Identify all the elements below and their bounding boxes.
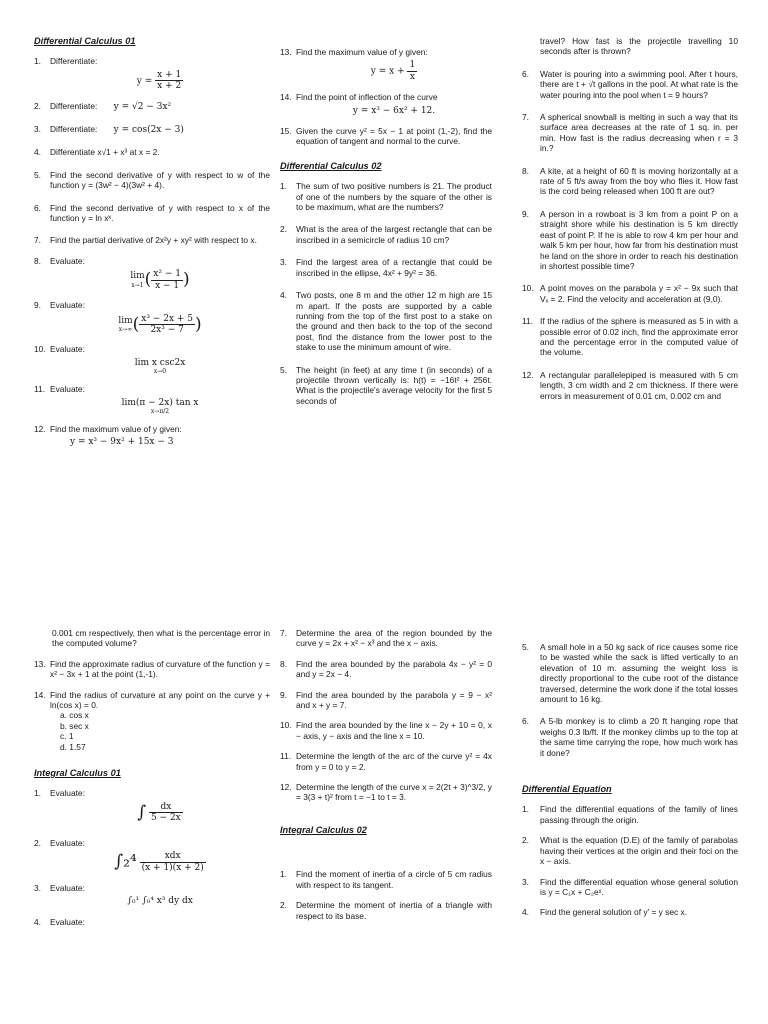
option: a. cos x — [60, 710, 89, 721]
list-item: 1. Evaluate: ∫ $\frac{dx}{5 - 2x}$ — [34, 788, 270, 823]
option: b. sec x — [60, 720, 89, 731]
section-title: Differential Equation — [522, 784, 612, 795]
list-item: 2. Evaluate: ∫₂⁴ $\frac{\text{xdx}}{(x + 1)(x + 2)}$ — [34, 838, 270, 873]
list-item: 4. Two posts, one 8 m and the other 12 m high are 15 m apart. If the posts are supported by a cable running from the top of the first post to a stake on the ground and then back to the top of the second post, find the distance from the lower post to the stake to use the minimum amount of wire. — [280, 290, 492, 353]
list-item: 3. Find the largest area of a rectangle that could be inscribed in the ellipse, 4x² + 9y² = 36. — [280, 257, 492, 278]
list-item: 12. Determine the length of the curve x = 2(2t + 3)^3/2, y = 3(3 + t)² from t = −1 to t = 3. — [280, 782, 492, 803]
math-expression: lim x csc2x x→0 — [134, 357, 186, 376]
list-item: 10. Find the area bounded by the line x − 2y + 10 = 0, x − axis, y − axis and the line x = 10. — [280, 720, 492, 741]
math-expression: lim x→1 ( $\frac{\text{x² − 1}}{x - 1}$ ) — [130, 269, 190, 291]
list-item: 4. Evaluate: — [34, 916, 85, 927]
list-item: 1. Differentiate: y = $\frac{x + 1}{x + 2}$ — [34, 56, 270, 91]
continued-text: 0.001 cm respectively, then what is the percentage error in the computed volume? — [52, 628, 270, 649]
answer-options — [34, 710, 270, 752]
math-expression: ∫₂⁴ $\frac{\text{xdx}}{(x + 1)(x + 2)}$ — [114, 851, 204, 873]
math-expression: y = x³ − 9x² + 15x − 3 — [70, 437, 174, 448]
list-item: 10. A point moves on the parabola y = x² − 9x such that Vₓ = 2. Find the velocity and acceleration at (9,0). — [522, 283, 738, 304]
list-item: 2. Determine the moment of inertia of a triangle with respect to its base. — [280, 900, 492, 921]
list-item: 3. Find the differential equation whose general solution is y = C₁x + C₂eˣ. — [522, 876, 738, 897]
list-item: 3. Differentiate: y = cos(2x − 3) — [34, 124, 184, 136]
list-item: 15. Given the curve y² = 5x − 1 at point (1,-2), find the equation of tangent and normal to the curve. — [280, 126, 492, 147]
math-expression: ∫ $\frac{dx}{5 - 2x}$ — [137, 801, 181, 824]
list-item: 14. Find the point of inflection of the curve y = x³ − 6x² + 12. — [280, 92, 492, 116]
list-item: 13. Find the maximum value of y given: y = x + $\frac{1}{x}$ — [280, 47, 492, 82]
list-item: 5. A small hole in a 50 kg sack of rice causes some rice to be wasted while the sack is lifted vertically to an elevation of 10 m. assuming the weight loss is directly proportional to the cube root of the distance traversed, determine the work done if the total losses amount to 16 kg. — [522, 642, 738, 705]
list-item: 5. The height (in feet) at any time t (in seconds) of a projectile thrown vertically is: h(t) = −16t² + 256t. What is the projectile's average velocity for the first 5 seconds of — [280, 364, 492, 406]
list-item: 1. The sum of two positive numbers is 21. The product of one of the numbers by the square of the other is to be maximum, what are the numbers? — [280, 181, 492, 213]
list-item: 2. Differentiate: y = √2 − 3x² — [34, 100, 172, 112]
top-column-2 — [280, 47, 492, 415]
top-column-3 — [522, 36, 738, 410]
list-item: 6. Water is pouring into a swimming pool. After t hours, there are t + √t gallons in the pool. At what rate is the water pouring into the pool when t = 9 hours? — [522, 68, 738, 100]
section-title: Integral Calculus 01 — [34, 768, 121, 779]
list-item: 7. Determine the area of the region bounded by the curve y = 2x + x² − x³ and the x − axis. — [280, 628, 492, 649]
continued-text: travel? How fast is the projectile travelling 10 seconds after is thrown? — [540, 36, 738, 57]
list-item: 7. Find the partial derivative of 2x²y + xy² with respect to x. — [34, 235, 257, 246]
list-item: 11. If the radius of the sphere is measured as 5 in with a possible error of 0.02 inch, find the approximate error and the percentage error in the computed value of the volume. — [522, 316, 738, 358]
list-item: 9. Evaluate: lim x→∞ ( $\frac{\text{x³ − 2x + 5}}{\text{2x³ − 7}}$ ) — [34, 300, 270, 335]
list-item: 9. Find the area bounded by the parabola y = 9 − x² and x + y = 7. — [280, 689, 492, 711]
list-item: 2. What is the equation (D.E) of the family of parabolas having their vertices at the origin and their foci on the x − axis. — [522, 835, 738, 867]
list-item: 11. Determine the length of the arc of the curve y² = 4x from y = 0 to y = 2. — [280, 751, 492, 772]
list-item: 4. Find the general solution of y′ = y sec x. — [522, 907, 688, 918]
list-item: 2. What is the area of the largest rectangle that can be inscribed in a semicircle of radius 10 cm? — [280, 224, 492, 245]
list-item: 9. A person in a rowboat is 3 km from a point P on a straight shore while his destination is 5 km directly east of point P. If he is able to row 4 km per hour and walk 5 km per hour, how far from his destination must he land on the shore in order to reach his destination in shortest possible time? — [522, 208, 738, 271]
list-item: 8. Find the area bounded by the parabola 4x − y² = 0 and y = 2x − 4. — [280, 658, 492, 680]
math-expression: y = x³ − 6x² + 12. — [352, 105, 436, 116]
list-item: 14. Find the radius of curvature at any point on the curve y + ln(cos x) = 0. — [34, 689, 270, 711]
list-item: 8. Evaluate: lim x→1 ( $\frac{\text{x² − 1}}{x - 1}$ ) — [34, 256, 270, 291]
list-item: 1. Find the moment of inertia of a circle of 5 cm radius with respect to its tangent. — [280, 869, 492, 890]
bottom-column-1 — [34, 628, 270, 936]
section-title: Integral Calculus 02 — [280, 824, 367, 835]
list-item: 11. Evaluate: lim(π − 2x) tan x x→π/2 — [34, 384, 270, 415]
list-item: 1. Find the differential equations of the family of lines passing through the origin. — [522, 804, 738, 825]
option: c. 1 — [60, 731, 74, 742]
page-bottom — [0, 512, 768, 1024]
math-expression: y = x + $\frac{1}{x}$ — [370, 60, 416, 82]
section-title: Differential Calculus 01 — [34, 36, 136, 46]
list-item: 4. Differentiate x√1 + x³ at x = 2. — [34, 147, 160, 158]
list-item: 5. Find the second derivative of y with respect to w of the function y = (3w² − 4)(3w² + 4). — [34, 169, 270, 191]
list-item: 6. Find the second derivative of y with respect to x of the function y = ln xˣ. — [34, 202, 270, 224]
list-item: 7. A spherical snowball is melting in such a way that its surface area decreases at the rate of 1 sq. in. per min. How fast is the radius decreasing when r = 3 in.? — [522, 112, 738, 154]
list-item: 3. Evaluate: ∫₀¹ ∫₀⁴ x³ dy dx — [34, 883, 270, 907]
list-item: 10. Evaluate: lim x csc2x x→0 — [34, 344, 270, 375]
math-expression: lim(π − 2x) tan x x→π/2 — [121, 397, 199, 415]
math-expression: ∫₀¹ ∫₀⁴ x³ dy dx — [127, 896, 193, 907]
list-item: 8. A kite, at a height of 60 ft is moving horizontally at a rate of 5 ft/s away from the boy who flies it. How fast is the cord being released when 100 ft are out? — [522, 165, 738, 197]
section-title: Differential Calculus 02 — [280, 160, 382, 171]
math-expression: lim x→∞ ( $\frac{\text{x³ − 2x + 5}}{\text{2x³ − 7}}$ ) — [118, 313, 202, 335]
list-item: 12. A rectangular parallelepiped is measured with 5 cm length, 3 cm width and 2 cm thickness. If there were errors in measurement of 0.01 cm, 0.002 cm and — [522, 369, 738, 401]
list-item: 13. Find the approximate radius of curvature of the function y = x² − 3x + 1 at the point (1,-1). — [34, 658, 270, 680]
bottom-column-3 — [522, 642, 738, 927]
top-column-1 — [34, 36, 270, 457]
bottom-column-2 — [280, 628, 492, 930]
list-item: 6. A 5-lb monkey is to climb a 20 ft hanging rope that weighs 0.3 lb/ft. If the monkey climbs up to the top at the same time carrying the rope, how much work has it done? — [522, 716, 738, 758]
math-expression: y = $\frac{x + 1}{x + 2}$ — [136, 69, 182, 92]
option: d. 1.57 — [60, 741, 86, 752]
list-item: 12. Find the maximum value of y given: y = x³ − 9x² + 15x − 3 — [34, 424, 270, 448]
